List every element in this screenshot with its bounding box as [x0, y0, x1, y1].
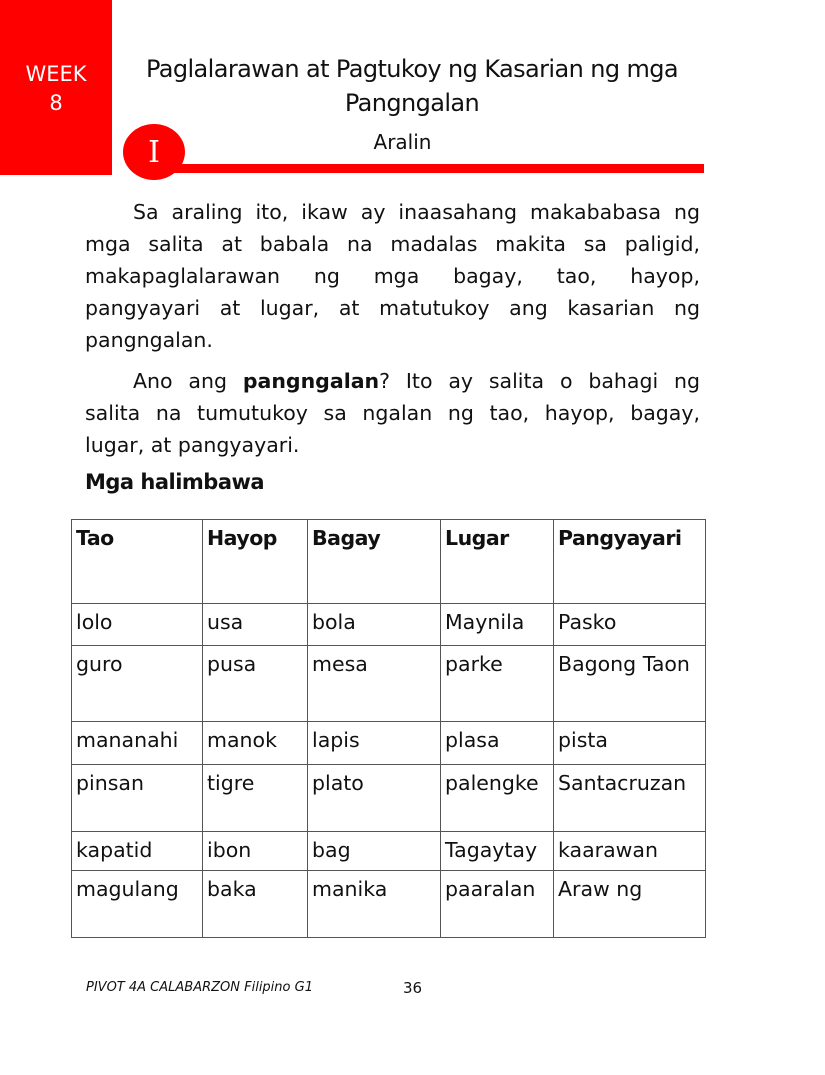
- week-label: WEEK: [25, 62, 87, 86]
- table-cell: kapatid: [72, 832, 203, 871]
- table-row: [72, 832, 706, 871]
- table-row: [72, 646, 706, 722]
- table-cell: Tagaytay: [441, 832, 554, 871]
- table-cell: kaarawan: [554, 832, 706, 871]
- table-cell: Bagong Taon: [554, 646, 706, 722]
- table-cell: palengke: [441, 765, 554, 832]
- page-number: 36: [403, 979, 423, 997]
- section-marker: I: [123, 124, 185, 180]
- examples-heading: Mga halimbawa: [85, 470, 265, 494]
- table-cell: lolo: [72, 604, 203, 646]
- table-cell: ibon: [203, 832, 308, 871]
- table-cell: pista: [554, 722, 706, 765]
- table-row: [72, 765, 706, 832]
- intro-paragraph: [85, 196, 700, 356]
- table-cell: tigre: [203, 765, 308, 832]
- paragraph-line: pangyayari at lugar, at matutukoy ang kasarian ng: [85, 296, 700, 320]
- table-cell: manok: [203, 722, 308, 765]
- definition-paragraph: [85, 365, 700, 461]
- table-cell: pinsan: [72, 765, 203, 832]
- examples-table: [71, 519, 706, 938]
- table-cell: plato: [308, 765, 441, 832]
- text: ? Ito ay salita o bahagi ng: [379, 369, 700, 393]
- table-cell: Maynila: [441, 604, 554, 646]
- week-number: 8: [49, 91, 63, 115]
- section-label: Aralin: [373, 130, 432, 154]
- table-cell: baka: [203, 871, 308, 938]
- table-cell: usa: [203, 604, 308, 646]
- page-title-line2: Pangngalan: [344, 89, 480, 117]
- paragraph-line: lugar, at pangyayari.: [85, 433, 300, 457]
- table-cell: Araw ng: [554, 871, 706, 938]
- text: Ano ang: [133, 369, 243, 393]
- table-cell: plasa: [441, 722, 554, 765]
- table-cell: bag: [308, 832, 441, 871]
- table-cell: bola: [308, 604, 441, 646]
- table-row: [72, 604, 706, 646]
- week-badge: [0, 0, 112, 175]
- table-cell: lapis: [308, 722, 441, 765]
- page-title-line1: Paglalarawan at Pagtukoy ng Kasarian ng mga: [145, 55, 679, 83]
- table-cell: guro: [72, 646, 203, 722]
- table-cell: pusa: [203, 646, 308, 722]
- paragraph-line: pangngalan.: [85, 328, 213, 352]
- section-divider: [136, 164, 704, 173]
- paragraph-line: salita na tumutukoy sa ngalan ng tao, hayop, bagay,: [85, 401, 700, 425]
- table-header-row: [72, 520, 706, 604]
- header-cell: Lugar: [441, 520, 554, 604]
- table-row: [72, 871, 706, 938]
- table-cell: mananahi: [72, 722, 203, 765]
- paragraph-line: Sa araling ito, ikaw ay inaasahang makababasa ng: [133, 200, 700, 224]
- header-cell: Pangyayari: [554, 520, 706, 604]
- table-cell: paaralan: [441, 871, 554, 938]
- table-row: [72, 722, 706, 765]
- paragraph-line: [85, 365, 700, 397]
- table-cell: magulang: [72, 871, 203, 938]
- header-cell: Bagay: [308, 520, 441, 604]
- keyword: pangngalan: [242, 369, 380, 393]
- table-cell: Santacruzan: [554, 765, 706, 832]
- header-cell: Tao: [72, 520, 203, 604]
- table-cell: manika: [308, 871, 441, 938]
- paragraph-line: mga salita at babala na madalas makita sa paligid,: [85, 232, 700, 256]
- table-cell: mesa: [308, 646, 441, 722]
- table-cell: Pasko: [554, 604, 706, 646]
- header-cell: Hayop: [203, 520, 308, 604]
- footer-source: PIVOT 4A CALABARZON Filipino G1: [86, 980, 313, 995]
- paragraph-line: makapaglalarawan ng mga bagay, tao, hayop,: [85, 264, 700, 288]
- table-cell: parke: [441, 646, 554, 722]
